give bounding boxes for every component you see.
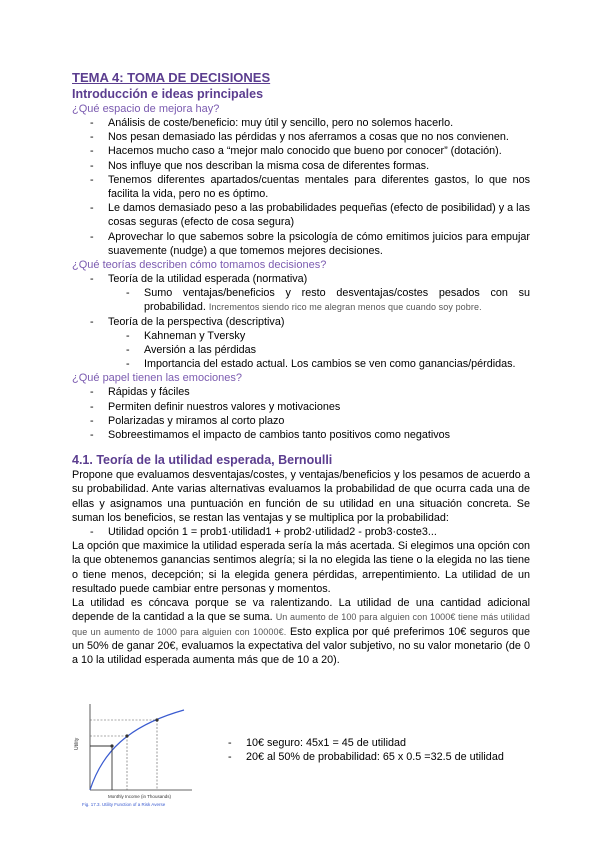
theories-list [72, 272, 530, 371]
formula-list [72, 525, 530, 539]
x-axis-label: Monthly Income (in Thousands) [108, 794, 171, 799]
improvement-list [72, 116, 530, 258]
question-emotions: ¿Qué papel tienen las emociones? [72, 372, 242, 385]
example-list [210, 736, 530, 764]
list-item: - 10€ seguro: 45x1 = 45 de utilidad [228, 737, 406, 749]
document-page [72, 70, 530, 667]
emotions-list [72, 385, 530, 442]
list-item: - Nos pesan demasiado las pérdidas y nos aferramos a cosas que no nos convienen. [90, 131, 509, 144]
question-improvement: ¿Qué espacio de mejora hay? [72, 103, 220, 115]
list-item: - Teoría de la perspectiva (descriptiva) [90, 315, 285, 328]
paragraph: La utilidad es cóncava porque se va ralentizando. La utilidad de una cantidad adicional depende de la cantidad a la que se suma. Un aumento de 100 para alguien con 1000€ tiene más utilidad que un aumento de 1000 para alguien con 10000€. Esto explica por qué preferimos 10€ seguros que un 50% de ganar 20€, evaluamos la expectativa del valor subjetivo, no su valor monetario (de 0 a 10 la utilidad esperada aumenta más que de 10 a 20). [72, 597, 531, 666]
list-item: - Aprovechar lo que sabemos sobre la psicología de cómo emitimos juicios para empujar suavemente (nudge) a que tomemos mejores decisiones. [90, 230, 530, 257]
side-note: Incrementos siendo rico me alegran menos que cuando soy pobre. [208, 302, 482, 313]
utility-curve [90, 710, 184, 790]
figure-caption: Fig. 17.3. Utility Function of a Risk Averse [82, 802, 166, 807]
list-item: - Polarizadas y miramos al corto plazo [90, 414, 285, 427]
curve-point [155, 718, 158, 721]
list-item: - Tenemos diferentes apartados/cuentas mentales para diferentes gastos, lo que nos facilita la vida, pero no es óptimo. [90, 173, 530, 201]
list-item: - Sumo ventajas/beneficios y resto desventajas/costes pesados con su probabilidad. Incrementos siendo rico me alegran menos que cuando soy pobre. [126, 287, 530, 314]
paragraph: La opción que maximice la utilidad esperada sería la más acertada. Si elegimos una opción con la que obtenemos ganancias sentimos alegría; si la no elegida las tiene o la elegida no las tiene o tiene menos, decepción; si la elegida genera pérdidas, arrepentimiento. La utilidad de un resultado puede cambiar entre personas y momentos. [72, 540, 530, 595]
list-item: - 20€ al 50% de probabilidad: 65 x 0.5 =32.5 de utilidad [228, 751, 504, 764]
list-item: - Análisis de coste/beneficio: muy útil y sencillo, pero no solemos hacerlo. [90, 117, 454, 129]
list-item: - Nos influye que nos describan la misma cosa de diferentes formas. [90, 159, 430, 172]
list-item: - Le damos demasiado peso a las probabilidades pequeñas (efecto de posibilidad) y a las cosas seguras (efecto de cosa segura) [90, 202, 530, 229]
list-item: - Permiten definir nuestros valores y motivaciones [90, 400, 341, 413]
y-axis-label: Utility [74, 737, 80, 750]
paragraph: Propone que evaluamos desventajas/costes, y ventajas/beneficios y los pesamos de acuerdo a su probabilidad. Ante varias alternativas evaluamos la probabilidad de que ocurra cada una de ellas y asignamos una puntuación en función de su utilidad en una situación concreta. Se suman los beneficios, se restan las ventajas y se multiplica por la probabilidad: [72, 469, 530, 524]
utility-curve-chart [72, 698, 202, 808]
section-heading: 4.1. Teoría de la utilidad esperada, Bernoulli [72, 453, 333, 468]
utility-figure [72, 698, 202, 808]
question-theories: ¿Qué teorías describen cómo tomamos decisiones? [72, 259, 327, 272]
list-item: - Kahneman y Tversky [126, 329, 246, 342]
list-item: - Importancia del estado actual. Los cambios se ven como ganancias/pérdidas. [126, 358, 516, 371]
list-item: - Teoría de la utilidad esperada (normativa) [90, 273, 308, 286]
formula: - Utilidad opción 1 = prob1·utilidad1 + prob2·utilidad2 - prob3·coste3... [90, 526, 437, 539]
list-item: - Rápidas y fáciles [90, 386, 190, 399]
list-item: - Sobreestimamos el impacto de cambios tanto positivos como negativos [90, 429, 451, 442]
list-item: - Hacemos mucho caso a “mejor malo conocido que bueno por conocer” (dotación). [90, 145, 502, 158]
page-title: TEMA 4: TOMA DE DECISIONES [72, 70, 271, 85]
list-item: - Aversión a las pérdidas [126, 344, 257, 357]
side-note: Un aumento de 100 para alguien con 1000€ tiene más utilidad que un aumento de 1000 para alguien con 10000€. [72, 612, 531, 637]
curve-point [110, 744, 113, 747]
curve-point [125, 734, 128, 737]
intro-heading: Introducción e ideas principales [72, 87, 264, 101]
